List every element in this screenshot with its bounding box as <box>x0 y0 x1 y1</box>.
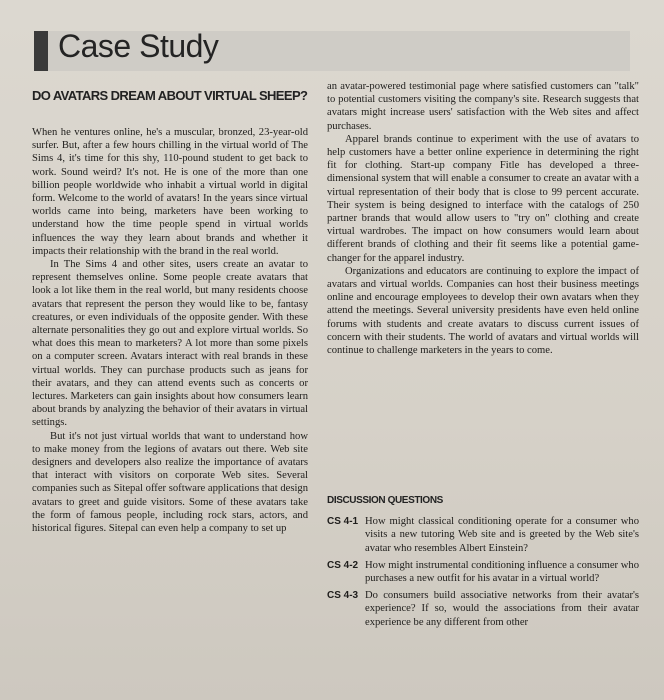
discussion-questions <box>327 494 639 633</box>
question-item <box>327 515 639 555</box>
case-paragraph: When he ventures online, he's a muscular, bronzed, 23-year-old surfer. But, after a few hours chilling in the virtual world of The Sims 4, it's time for this shy, 110-pound student to get back to work. Sound weird? It's not. He is one of the more than one billion people worldwide who inhabit a virtual world in digital form. Welcome to the world of avatars! In the years since virtual worlds came into being, marketers have been working to understand how the time people spend in virtual worlds influences the way they learn about brands and whether it impacts their relationship with the brand in the real world. <box>32 127 308 257</box>
left-column <box>32 88 308 535</box>
question-number: CS 4-3 <box>327 590 359 602</box>
case-paragraph: an avatar-powered testimonial page where satisfied customers can "talk" to potential customers visiting the company's site. Research suggests that avatars might increase users' satisfaction with the Web sites and affect purchases. <box>327 81 639 132</box>
right-column <box>327 80 639 357</box>
case-title: DO AVATARS DREAM ABOUT VIRTUAL SHEEP? <box>32 88 308 103</box>
question-item <box>327 589 639 629</box>
case-paragraph: But it's not just virtual worlds that want to understand how to make money from the legions of avatars out there. Web site designers and developers also realize the importance of avatars that interact with visitors on corporate Web sites. Several companies such as Sitepal offer software applications that design avatars to greet and guide visitors. Some of these avatars take the form of famous people, including rock stars, actors, and historical figures. Sitepal can even help a company to set up <box>32 430 308 535</box>
discussion-heading: DISCUSSION QUESTIONS <box>327 495 443 506</box>
section-title: Case Study <box>58 28 219 64</box>
question-text: How might instrumental conditioning influence a consumer who purchases a new outfit for his avatar in a virtual world? <box>365 559 639 585</box>
question-item <box>327 559 639 585</box>
section-banner-accent <box>34 31 48 71</box>
question-number: CS 4-1 <box>327 516 359 528</box>
question-text: How might classical conditioning operate for a consumer who visits a new tutoring Web site and is greeted by the Web site's avatar who resembles Albert Einstein? <box>365 516 639 554</box>
case-paragraph: In The Sims 4 and other sites, users create an avatar to represent themselves online. Some people create avatars that look a lot like them in the real world, but many residents choose avatars that represent the person they would like to be, fantasy creatures, or even individuals of the opposite gender. With these alternate personalities they go out and explore virtual worlds. So what does this mean to marketers? A lot more than some pixels on a computer screen. Avatars interact with real brands in these virtual worlds. They can purchase products such as jeans for their avatars, and they can attend events such as concerts or lectures. Marketers can gain insights about how consumers learn about brands by analyzing the behavior of their avatars in virtual settings. <box>32 259 308 429</box>
question-number: CS 4-2 <box>327 559 359 571</box>
case-paragraph: Apparel brands continue to experiment with the use of avatars to help customers have a better online experience in determining the right fit for clothing. Start-up company Fitle has developed a three-dimensional system that will enable a consumer to create an avatar with a virtual representation of their body that is close to 99 percent accurate. Their system is being designed to interface with the catalogs of 250 partner brands that would allow users to "try on" clothing and create virtual wardrobes. The impact on how consumers would learn about different brands of clothing and their fit seems like a potential game-changer for the apparel industry. <box>327 133 639 264</box>
case-paragraph: Organizations and educators are continuing to explore the impact of avatars and virtual worlds. Companies can host their business meetings online and encourage employees to develop their own avatars when they attend the meetings. Several university presidents have even held online forums with students and create avatars to discuss current issues of concern with their students. The world of avatars and virtual worlds will continue to challenge marketers in the years to come. <box>327 265 639 357</box>
question-text: Do consumers build associative networks from their avatar's experience? If so, would the associations from their avatar experience be any different from other <box>365 590 639 628</box>
